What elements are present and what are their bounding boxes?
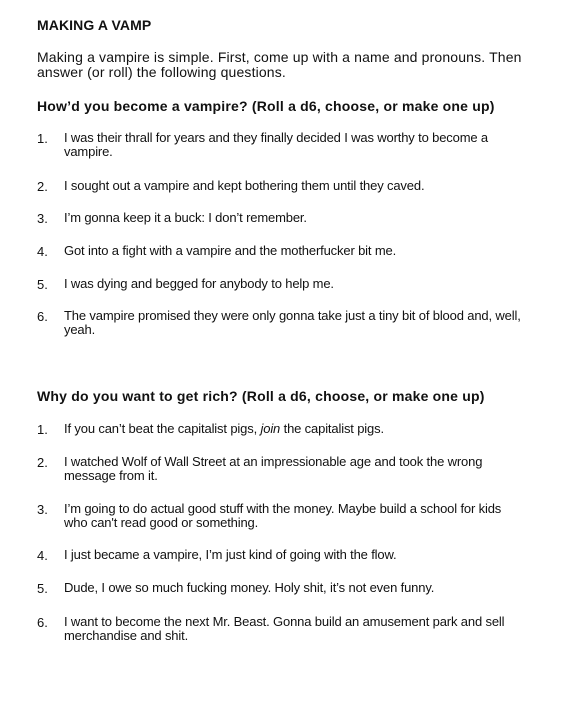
item-text: Got into a fight with a vampire and the motherfucker bit me.	[64, 243, 397, 258]
emphasis-text: join	[260, 421, 281, 436]
intro-paragraph: Making a vampire is simple. First, come up with a name and pronouns. Then answer (or roll) the following questions.	[37, 49, 522, 80]
item-number: 2.	[37, 179, 48, 194]
item-text: I want to become the next Mr. Beast. Gonna build an amusement park and sell merchandise and shit.	[64, 614, 505, 643]
item-number: 1.	[37, 131, 48, 146]
item-text: Dude, I owe so much fucking money. Holy shit, it’s not even funny.	[64, 580, 435, 595]
item-number: 6.	[37, 615, 48, 630]
item-number: 2.	[37, 455, 48, 470]
page-title: MAKING A VAMP	[37, 17, 152, 33]
item-text: I’m gonna keep it a buck: I don’t remember.	[64, 210, 307, 225]
item-text: I was dying and begged for anybody to help me.	[64, 276, 334, 291]
item-text: The vampire promised they were only gonna take just a tiny bit of blood and, well, yeah.	[64, 308, 521, 337]
item-number: 6.	[37, 309, 48, 324]
item-number: 3.	[37, 211, 48, 226]
item-text: I watched Wolf of Wall Street at an impressionable age and took the wrong message from it.	[64, 454, 483, 483]
item-number: 5.	[37, 277, 48, 292]
item-text: I just became a vampire, I’m just kind of going with the flow.	[64, 547, 397, 562]
section-heading-become-vampire: How’d you become a vampire? (Roll a d6, choose, or make one up)	[37, 98, 495, 114]
item-number: 5.	[37, 581, 48, 596]
item-number: 1.	[37, 422, 48, 437]
item-text: If you can’t beat the capitalist pigs, join the capitalist pigs.	[64, 421, 384, 436]
item-text: I sought out a vampire and kept bothering them until they caved.	[64, 178, 425, 193]
section-heading-get-rich: Why do you want to get rich? (Roll a d6, choose, or make one up)	[37, 388, 485, 404]
item-number: 3.	[37, 502, 48, 517]
item-number: 4.	[37, 244, 48, 259]
item-number: 4.	[37, 548, 48, 563]
item-text: I’m going to do actual good stuff with the money. Maybe build a school for kids who can't read good or something.	[64, 501, 502, 530]
item-text: I was their thrall for years and they finally decided I was worthy to become a vampire.	[64, 130, 489, 159]
